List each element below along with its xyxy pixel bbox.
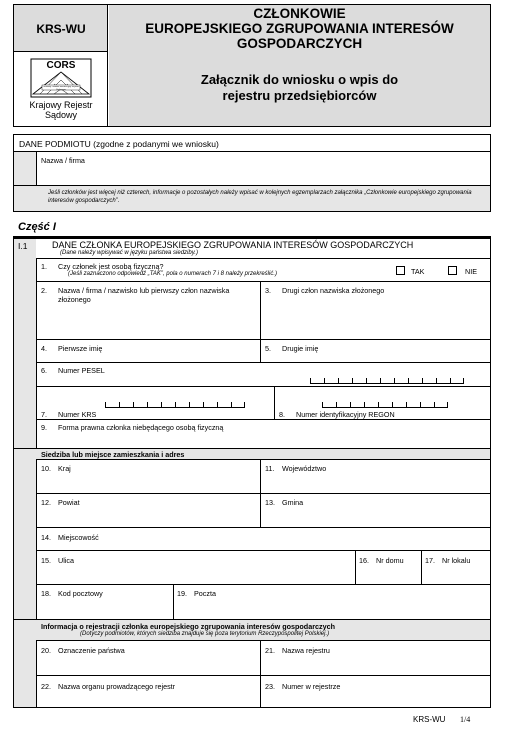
pesel-input[interactable] (310, 378, 464, 384)
f14-label: Miejscowość (58, 533, 99, 542)
f6-label: Numer PESEL (58, 366, 105, 375)
f9-num: 9. (41, 423, 47, 432)
f16-field[interactable] (356, 551, 421, 584)
f12-num: 12. (41, 498, 51, 507)
f3-num: 3. (265, 286, 271, 295)
section-number: I.1 (18, 241, 28, 251)
f16-label: Nr domu (376, 556, 404, 565)
f1-note: (Jeśli zaznaczono odpowiedź „TAK”, pola o numerach 7 i 8 należy przekreślić.) (68, 271, 277, 277)
no-label: NIE (465, 267, 477, 276)
row7-vline (274, 387, 275, 419)
f7-label: Numer KRS (58, 410, 97, 419)
title-line1: CZŁONKOWIE (253, 6, 346, 21)
regon-input[interactable] (322, 402, 448, 408)
f6-num: 6. (41, 366, 47, 375)
f2-field[interactable] (37, 282, 260, 339)
no-checkbox[interactable] (448, 266, 457, 275)
f17-label: Nr lokalu (442, 556, 471, 565)
f22-field[interactable] (37, 676, 260, 707)
f4-label: Pierwsze imię (58, 344, 103, 353)
f11-label: Województwo (282, 464, 327, 473)
f15-num: 15. (41, 556, 51, 565)
f18-label: Kod pocztowy (58, 589, 103, 598)
section-note: (Dane należy wpisywać w języku państwa siedziby.) (60, 250, 198, 256)
f13-label: Gmina (282, 498, 304, 507)
section-title: DANE CZŁONKA EUROPEJSKIEGO ZGRUPOWANIA INTERESÓW GOSPODARCZYCH (52, 240, 414, 250)
title-line3: GOSPODARCZYCH (236, 36, 363, 51)
f10-label: Kraj (58, 464, 71, 473)
f19-field[interactable] (174, 585, 489, 619)
row4-divider (36, 362, 490, 363)
footer-code: KRS-WU (413, 715, 446, 724)
logo-text: CORS (46, 60, 76, 71)
f22-num: 22. (41, 682, 51, 691)
f23-num: 23. (265, 682, 275, 691)
registration-note: (Dotyczy podmiotów, których siedziba znajduje się poza terytorium Rzeczypospolitej Polskiej.) (80, 631, 330, 637)
f5-label: Drugie imię (282, 344, 319, 353)
subtitle-line2: rejestru przedsiębiorców (222, 88, 377, 103)
subject-note: Jeśli członków jest więcej niż czterech, informacje o pozostałych należy wpisać w kolejnych egzemplarzach załącznika „Członkowie europejskiego zgrupowania interesów gospodarczych”. (48, 190, 472, 204)
f20-num: 20. (41, 646, 51, 655)
registry-line2: Sądowy (44, 110, 78, 120)
f10-num: 10. (41, 464, 51, 473)
document-title (109, 6, 490, 51)
f23-label: Numer w rejestrze (282, 682, 341, 691)
f20-label: Oznaczenie państwa (58, 646, 125, 655)
f22-label: Nazwa organu prowadzącego rejestr (58, 682, 176, 691)
f23-field[interactable] (261, 676, 489, 707)
f18-num: 18. (41, 589, 51, 598)
f4-field[interactable] (37, 340, 260, 362)
krs-input[interactable] (105, 402, 245, 408)
f9-label: Forma prawna członka niebędącego osobą fizyczną (58, 423, 224, 432)
f21-label: Nazwa rejestru (282, 646, 330, 655)
f7-num: 7. (41, 410, 47, 419)
form-code: KRS-WU (36, 22, 86, 36)
title-line2: EUROPEJSKIEGO ZGRUPOWANIA INTERESÓW (145, 21, 454, 36)
f13-num: 13. (265, 498, 275, 507)
registration-title: Informacja o rejestracji członka europejskiego zgrupowania interesów gospodarczych (41, 622, 335, 631)
f5-num: 5. (265, 344, 271, 353)
f19-label: Poczta (194, 589, 216, 598)
yes-label: TAK (411, 267, 425, 276)
f2-num: 2. (41, 286, 47, 295)
f12-field[interactable] (37, 494, 260, 527)
subtitle-line1: Załącznik do wniosku o wpis do (200, 72, 399, 87)
f20-field[interactable] (37, 641, 260, 675)
address-title: Siedziba lub miejsce zamieszkania i adres (41, 450, 185, 459)
f13-field[interactable] (261, 494, 489, 527)
f3-label: Drugi człon nazwiska złożonego (282, 286, 385, 295)
f3-field[interactable] (261, 282, 489, 339)
f1-label: Czy członek jest osobą fizyczną? (58, 262, 164, 271)
f17-num: 17. (425, 556, 435, 565)
f14-field[interactable] (37, 528, 489, 550)
f11-num: 11. (265, 464, 275, 473)
f12-label: Powiat (58, 498, 80, 507)
f17-field[interactable] (422, 551, 489, 584)
part-label: Część I (18, 221, 56, 233)
f8-label: Numer identyfikacyjny REGON (296, 410, 395, 419)
f9-field[interactable] (37, 420, 489, 448)
f10-field[interactable] (37, 460, 260, 493)
yes-checkbox[interactable] (396, 266, 405, 275)
f11-field[interactable] (261, 460, 489, 493)
f1-num: 1. (41, 262, 47, 271)
f21-num: 21. (265, 646, 275, 655)
row6-divider (36, 386, 490, 387)
f2-label: Nazwa / firma / nazwisko lub pierwszy człon nazwiska złożonego (58, 286, 230, 304)
subject-title: DANE PODMIOTU (zgodne z podanymi we wniosku) (19, 139, 219, 149)
f21-field[interactable] (261, 641, 489, 675)
footer-page: 1/4 (460, 715, 471, 724)
subject-name-label: Nazwa / firma (41, 156, 85, 165)
f18-field[interactable] (37, 585, 173, 619)
f19-num: 19. (177, 589, 187, 598)
f5-field[interactable] (261, 340, 489, 362)
subject-name-field[interactable] (37, 152, 489, 184)
f14-num: 14. (41, 533, 51, 542)
registry-line1: Krajowy Rejestr (29, 100, 93, 110)
f8-num: 8. (279, 410, 285, 419)
f15-field[interactable] (37, 551, 355, 584)
logo-small-text: Centralny Ośrodek Informacyjny Rejestru Sądowego (42, 86, 80, 90)
section-divider (36, 258, 490, 259)
f15-label: Ulica (58, 556, 74, 565)
f16-num: 16. (359, 556, 369, 565)
f4-num: 4. (41, 344, 47, 353)
document-subtitle (109, 72, 490, 104)
